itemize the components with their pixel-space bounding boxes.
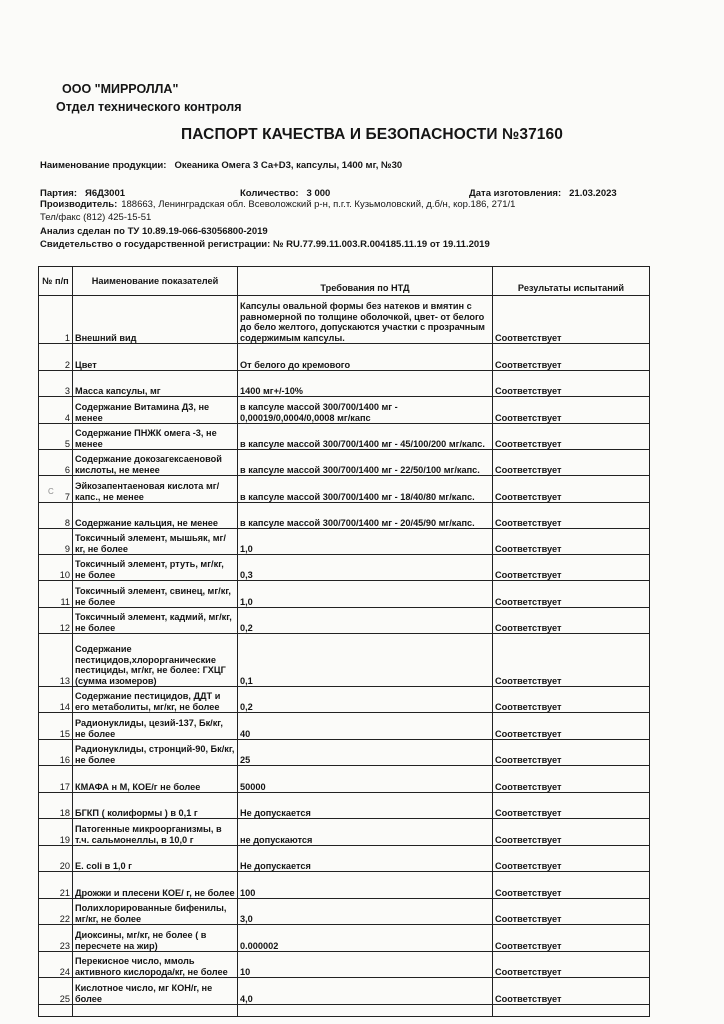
row-num: 18 bbox=[39, 793, 73, 819]
table-row bbox=[39, 581, 650, 608]
col-header-num: № п/п bbox=[39, 267, 73, 296]
row-result: Соответствует bbox=[493, 424, 650, 450]
row-requirement: в капсуле массой 300/700/1400 мг - 45/100/200 мг/капс. bbox=[238, 424, 493, 450]
table-row bbox=[39, 397, 650, 424]
table-row bbox=[39, 793, 650, 819]
row-indicator: Токсичный элемент, ртуть, мг/кг, не более bbox=[73, 555, 238, 581]
stamp-mark: С bbox=[48, 487, 54, 496]
row-indicator: Содержание Витамина Д3, не менее bbox=[73, 397, 238, 424]
row-num: 20 bbox=[39, 846, 73, 872]
row-num: 11 bbox=[39, 581, 73, 608]
row-requirement: 0,1 bbox=[238, 634, 493, 687]
row-requirement: 1,0 bbox=[238, 581, 493, 608]
row-result: Соответствует bbox=[493, 581, 650, 608]
table-row bbox=[39, 952, 650, 978]
document-title: ПАСПОРТ КАЧЕСТВА И БЕЗОПАСНОСТИ №37160 bbox=[181, 126, 563, 143]
product-label: Наименование продукции: bbox=[40, 160, 167, 171]
row-result: Соответствует bbox=[493, 740, 650, 766]
row-requirement: 50000 bbox=[238, 766, 493, 793]
company-name: ООО "МИРРОЛЛА" bbox=[62, 82, 179, 96]
row-result: Соответствует bbox=[493, 503, 650, 529]
producer-line bbox=[40, 199, 515, 210]
row-indicator: Токсичный элемент, свинец, мг/кг, не более bbox=[73, 581, 238, 608]
row-num: 7 bbox=[39, 476, 73, 503]
row-result: Соответствует bbox=[493, 687, 650, 713]
row-indicator: КМАФА н М, КОЕ/г не более bbox=[73, 766, 238, 793]
row-num: 16 bbox=[39, 740, 73, 766]
table-row bbox=[39, 687, 650, 713]
row-indicator: БГКП ( колиформы ) в 0,1 г bbox=[73, 793, 238, 819]
manufacture-date-label: Дата изготовления: bbox=[469, 188, 562, 199]
row-num: 17 bbox=[39, 766, 73, 793]
row-num: 2 bbox=[39, 344, 73, 371]
certificate-line: Свидетельство о государственной регистрации: № RU.77.99.11.003.R.004185.11.19 от 19.11.2019 bbox=[40, 239, 490, 250]
quantity-label: Количество: bbox=[240, 188, 299, 199]
col-header-requirement: Требования по НТД bbox=[238, 267, 493, 296]
batch-value: Я6Д3001 bbox=[85, 188, 126, 199]
table-header-row bbox=[39, 267, 650, 296]
row-result: Соответствует bbox=[493, 476, 650, 503]
table-row bbox=[39, 476, 650, 503]
table-row bbox=[39, 608, 650, 634]
row-indicator: E. coli в 1,0 г bbox=[73, 846, 238, 872]
row-requirement: в капсуле массой 300/700/1400 мг - 18/40/80 мг/капс. bbox=[238, 476, 493, 503]
table-row bbox=[39, 529, 650, 555]
table-row bbox=[39, 846, 650, 872]
row-indicator: Токсичный элемент, мышьяк, мг/кг, не более bbox=[73, 529, 238, 555]
row-num: 15 bbox=[39, 713, 73, 740]
row-requirement: 100 bbox=[238, 872, 493, 899]
row-indicator: Кислотное число, мг КОН/г, не более bbox=[73, 978, 238, 1005]
row-result: Соответствует bbox=[493, 529, 650, 555]
quantity-value: 3 000 bbox=[306, 188, 331, 199]
table-row bbox=[39, 344, 650, 371]
batch-label: Партия: bbox=[40, 188, 77, 199]
row-requirement: 1400 мг+/-10% bbox=[238, 371, 493, 397]
table-row bbox=[39, 1005, 650, 1017]
row-num: 6 bbox=[39, 450, 73, 476]
row-num: 24 bbox=[39, 952, 73, 978]
row-requirement: От белого до кремового bbox=[238, 344, 493, 371]
row-indicator: Масса капсулы, мг bbox=[73, 371, 238, 397]
row-requirement: 0.000002 bbox=[238, 925, 493, 952]
row-requirement: 0,2 bbox=[238, 608, 493, 634]
row-indicator: Цвет bbox=[73, 344, 238, 371]
row-num: 22 bbox=[39, 899, 73, 925]
company-block bbox=[56, 80, 242, 116]
table-row bbox=[39, 925, 650, 952]
table-row bbox=[39, 371, 650, 397]
row-num: 25 bbox=[39, 978, 73, 1005]
table-row bbox=[39, 978, 650, 1005]
row-result: Соответствует bbox=[493, 296, 650, 344]
row-requirement: 0,2 bbox=[238, 687, 493, 713]
row-requirement: не допускаются bbox=[238, 819, 493, 846]
row-requirement: 1,0 bbox=[238, 529, 493, 555]
row-requirement: 4,0 bbox=[238, 978, 493, 1005]
quantity-line bbox=[240, 188, 330, 199]
row-result: Соответствует bbox=[493, 793, 650, 819]
table-row bbox=[39, 819, 650, 846]
row-indicator: Содержание докозагексаеновой кислоты, не менее bbox=[73, 450, 238, 476]
table-row bbox=[39, 503, 650, 529]
row-result: Соответствует bbox=[493, 608, 650, 634]
row-result: Соответствует bbox=[493, 872, 650, 899]
row-indicator: Полихлорированные бифенилы, мг/кг, не более bbox=[73, 899, 238, 925]
row-indicator: Токсичный элемент, кадмий, мг/кг, не более bbox=[73, 608, 238, 634]
row-num: 1 bbox=[39, 296, 73, 344]
row-num: 10 bbox=[39, 555, 73, 581]
row-indicator: Радионуклиды, стронций-90, Бк/кг, не более bbox=[73, 740, 238, 766]
row-indicator: Перекисное число, ммоль активного кислорода/кг, не более bbox=[73, 952, 238, 978]
row-result: Соответствует bbox=[493, 450, 650, 476]
row-result: Соответствует bbox=[493, 397, 650, 424]
row-indicator: Эйкозапентаеновая кислота мг/капс., не менее bbox=[73, 476, 238, 503]
row-num: 19 bbox=[39, 819, 73, 846]
row-requirement: в капсуле массой 300/700/1400 мг - 22/50/100 мг/капс. bbox=[238, 450, 493, 476]
row-requirement: 40 bbox=[238, 713, 493, 740]
row-num: 4 bbox=[39, 397, 73, 424]
row-requirement: Капсулы овальной формы без натеков и вмятин с равномерной по толщине оболочкой, цвет- от белого до бело желтого, допускаются участки с прозрачным содержимым капсулы. bbox=[238, 296, 493, 344]
row-result: Соответствует bbox=[493, 952, 650, 978]
table-row bbox=[39, 450, 650, 476]
product-line bbox=[40, 160, 402, 171]
row-requirement: Не допускается bbox=[238, 793, 493, 819]
batch-line bbox=[40, 188, 125, 199]
row-num: 5 bbox=[39, 424, 73, 450]
row-indicator: Внешний вид bbox=[73, 296, 238, 344]
row-result: Соответствует bbox=[493, 371, 650, 397]
row-result: Соответствует bbox=[493, 766, 650, 793]
row-indicator: Радионуклиды, цезий-137, Бк/кг, не более bbox=[73, 713, 238, 740]
row-indicator: Содержание кальция, не менее bbox=[73, 503, 238, 529]
table-row bbox=[39, 424, 650, 450]
row-result: Соответствует bbox=[493, 555, 650, 581]
phone-line: Тел/факс (812) 425-15-51 bbox=[40, 212, 152, 223]
row-result: Соответствует bbox=[493, 978, 650, 1005]
row-indicator: Содержание ПНЖК омега -3, не менее bbox=[73, 424, 238, 450]
row-num: 14 bbox=[39, 687, 73, 713]
row-indicator: Содержание пестицидов, ДДТ и его метаболиты, мг/кг, не более bbox=[73, 687, 238, 713]
row-num: 9 bbox=[39, 529, 73, 555]
row-requirement: в капсуле массой 300/700/1400 мг - 20/45/90 мг/капс. bbox=[238, 503, 493, 529]
col-header-result: Результаты испытаний bbox=[493, 267, 650, 296]
row-indicator: Содержание пестицидов,хлорорганические пестициды, мг/кг, не более: ГХЦГ (сумма изомеров) bbox=[73, 634, 238, 687]
row-num: 13 bbox=[39, 634, 73, 687]
row-num bbox=[39, 1005, 73, 1017]
row-result: Соответствует bbox=[493, 713, 650, 740]
row-indicator: Патогенные микроорганизмы, в т.ч. сальмонеллы, в 10,0 г bbox=[73, 819, 238, 846]
row-requirement: в капсуле массой 300/700/1400 мг - 0,00019/0,0004/0,0008 мг/капс bbox=[238, 397, 493, 424]
quality-table bbox=[38, 266, 650, 1017]
row-result bbox=[493, 1005, 650, 1017]
table-row bbox=[39, 872, 650, 899]
row-requirement: 0,3 bbox=[238, 555, 493, 581]
table-row bbox=[39, 555, 650, 581]
row-num: 3 bbox=[39, 371, 73, 397]
product-value: Океаника Омега 3 Са+D3, капсулы, 1400 мг, №30 bbox=[174, 160, 403, 171]
producer-value: 188663, Ленинградская обл. Всеволожский р-н, п.г.т. Кузьмоловский, д.б/н, кор.186, 271/1 bbox=[121, 199, 516, 210]
table-row bbox=[39, 740, 650, 766]
row-num: 8 bbox=[39, 503, 73, 529]
table-row bbox=[39, 899, 650, 925]
row-num: 21 bbox=[39, 872, 73, 899]
manufacture-date-value: 21.03.2023 bbox=[569, 188, 617, 199]
row-requirement: 10 bbox=[238, 952, 493, 978]
col-header-indicator: Наименование показателей bbox=[73, 267, 238, 296]
table-row bbox=[39, 713, 650, 740]
producer-label: Производитель: bbox=[40, 199, 118, 210]
row-indicator bbox=[73, 1005, 238, 1017]
row-requirement bbox=[238, 1005, 493, 1017]
row-result: Соответствует bbox=[493, 899, 650, 925]
analysis-line: Анализ сделан по ТУ 10.89.19-066-63056800-2019 bbox=[40, 226, 268, 237]
row-num: 12 bbox=[39, 608, 73, 634]
row-requirement: 3,0 bbox=[238, 899, 493, 925]
row-requirement: 25 bbox=[238, 740, 493, 766]
row-result: Соответствует bbox=[493, 634, 650, 687]
row-result: Соответствует bbox=[493, 819, 650, 846]
row-indicator: Диоксины, мг/кг, не более ( в пересчете на жир) bbox=[73, 925, 238, 952]
row-num: 23 bbox=[39, 925, 73, 952]
department-name: Отдел технического контроля bbox=[56, 100, 242, 114]
table-row bbox=[39, 296, 650, 344]
row-result: Соответствует bbox=[493, 846, 650, 872]
table-row bbox=[39, 766, 650, 793]
row-result: Соответствует bbox=[493, 925, 650, 952]
table-row bbox=[39, 634, 650, 687]
row-requirement: Не допускается bbox=[238, 846, 493, 872]
row-result: Соответствует bbox=[493, 344, 650, 371]
manufacture-date-line bbox=[469, 188, 617, 199]
row-indicator: Дрожжи и плесени КОЕ/ г, не более bbox=[73, 872, 238, 899]
